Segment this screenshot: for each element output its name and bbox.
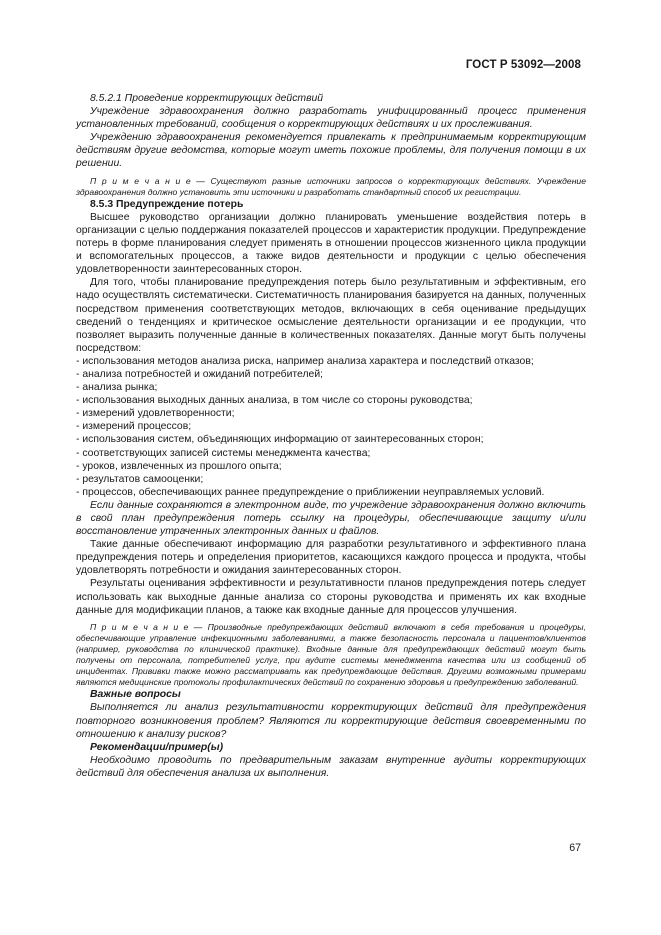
page-number: 67 [569,842,581,854]
section-heading: 8.5.3 Предупреждение потерь [90,198,244,210]
note: П р и м е ч а н и е — Производные предупреждающих действий включают в себя требования и процедуры, обеспечивающие управление инфекционными заболеваниями, а также безопасность персонала и пациентов/клиентов (например, руководства по клинической практике). Входные данные для предупреждающих действий могут быть получены от персонала, потребителей услуг, при аудите системы менеджмента качества или из сообщений об инцидентах. Прививки также можно рассматривать как предупреждающие действия. Другими возможными примерами являются медицинские протоколы профилактических действий по сохранению здоровья и предупреждению заболеваний. [76,621,586,688]
paragraph: Для того, чтобы планирование предупреждения потерь было результативным и эффективным, его надо осуществлять систематически. Систематичность планирования базируется на данных, полученных посредством применения соответствующих методов, включающих в себя оценивание предыдущих сведений о тенденциях и критическое осмысление деятельности организации и ее продукции, что позволяет выразить полученные данные в количественных показателях. Данные могут быть получены посредством: [76,277,586,354]
list-item: - соответствующих записей системы менеджмента качества; [76,447,371,459]
paragraph: Результаты оценивания эффективности и результативности планов предупреждения потерь следует использовать как выходные данные анализа со стороны руководства и применять их как входные данные для модификации планов, а также как входные данные для процессов улучшения. [76,578,586,616]
subsection-title: 8.5.2.1 Проведение корректирующих действий [90,93,324,104]
list-item: - результатов самооценки; [76,473,204,485]
paragraph: Необходимо проводить по предварительным заказам внутренние аудиты корректирующих действий для обеспечения анализа их выполнения. [76,754,586,779]
list-item: - анализа рынка; [76,382,158,394]
paragraph: Если данные сохраняются в электронном виде, то учреждение здравоохранения должно включить в свой план предупреждения потерь ссылку на процедуры, обеспечивающие защиту и/или восстановление утраченных электронных данных и файлов. [76,499,586,538]
list-item: - процессов, обеспечивающих раннее предупреждение о приближении неуправляемых условий. [76,486,545,498]
list-item: - измерений процессов; [76,421,192,433]
list-item: - измерений удовлетворенности; [76,408,235,420]
document-header: ГОСТ Р 53092—2008 [465,59,581,71]
note: П р и м е ч а н и е — Существуют разные источники запросов о корректирующих действиях. Учреждение здравоохранения должно установить эти источники и разработать стандартный способ их регистрации. [76,175,586,197]
recommendations-heading: Рекомендации/пример(ы) [90,741,224,753]
page-content [76,92,586,780]
list-item: - использования выходных данных анализа, в том числе со стороны руководства; [76,395,473,407]
paragraph: Учреждение здравоохранения должно разработать унифицированный процесс применения установленных требований, сообщения о корректирующих действиях и их прослеживания. [76,106,586,131]
list-item: - уроков, извлеченных из прошлого опыта; [76,460,282,472]
paragraph: Выполняется ли анализ результативности корректирующих действий для предупреждения повторного возникновения проблем? Являются ли корректирующие действия своевременными по отношению к анализу рисков? [76,702,586,740]
list-item: - использования методов анализа риска, например анализа характера и последствий отказов; [76,355,534,367]
important-questions-heading: Важные вопросы [90,689,181,701]
paragraph: Высшее руководство организации должно планировать уменьшение воздействия потерь в организации с целью поддержания показателей процессов и характеристик продукции. Предупреждение потерь в форме планирования следует применять в отношении процессов жизненного цикла продукции и вспомогательных процессов, а также видов деятельности и продукции с целью обеспечения удовлетворенности заинтересованных сторон. [76,211,586,276]
paragraph: Такие данные обеспечивают информацию для разработки результативного и эффективного плана предупреждения потерь и определения приоритетов, касающихся каждого процесса и продукта, чтобы удовлетворять потребности и ожидания заинтересованных сторон. [76,539,586,577]
list-item: - использования систем, объединяющих информацию от заинтересованных сторон; [76,434,484,446]
paragraph: Учреждению здравоохранения рекомендуется привлекать к предпринимаемым корректирующим действиям другие ведомства, которые могут иметь похожие проблемы, для получения помощи в их решении. [76,132,586,170]
data-source-list [76,355,586,499]
list-item: - анализа потребностей и ожиданий потребителей; [76,368,324,380]
